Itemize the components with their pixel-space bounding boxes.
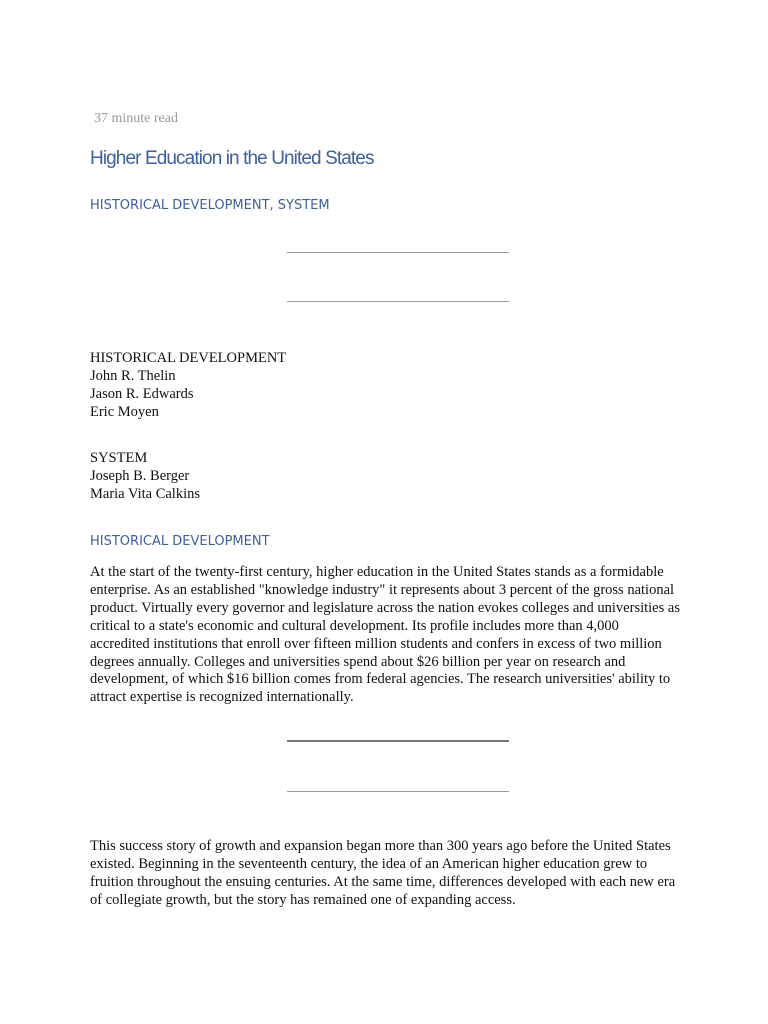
author-name: Eric Moyen (90, 404, 159, 420)
article-subtitle: HISTORICAL DEVELOPMENT, SYSTEM (90, 198, 330, 213)
credits-section-title: SYSTEM (90, 450, 148, 466)
author-name: John R. Thelin (90, 368, 176, 384)
read-time-label: 37 minute read (94, 111, 178, 126)
body-paragraph: At the start of the twenty-first century, higher education in the United States stands as a formidable enterprise. As an established "knowledge industry" it represents about 3 percent of the gross national product. Virtually every governor and legislature across the nation evokes colleges and universities as critical to a state's economic and cultural development. Its profile includes more than 4,000 accredited institutions that enroll over fifteen million students and confers in excess of two million degrees annually. Colleges and universities spend about $26 billion per year on research and development, of which $16 billion comes from federal agencies. The research universities' ability to attract expertise is recognized internationally. (90, 564, 680, 706)
article-title: Higher Education in the United States (90, 148, 374, 169)
divider (287, 252, 509, 253)
divider (287, 301, 509, 302)
credits-block-historical-development (90, 349, 286, 421)
author-name: Jason R. Edwards (90, 386, 194, 402)
divider (287, 791, 509, 792)
credits-section-title: HISTORICAL DEVELOPMENT (90, 350, 287, 366)
divider (287, 740, 509, 742)
credits-block-system (90, 449, 200, 503)
author-name: Joseph B. Berger (90, 468, 190, 484)
body-paragraph: This success story of growth and expansion began more than 300 years ago before the United States existed. Beginning in the seventeenth century, the idea of an American higher education grew to fruition throughout the ensuing centuries. At the same time, differences developed with each new era of collegiate growth, but the story has remained one of expanding access. (90, 838, 676, 908)
section-heading: HISTORICAL DEVELOPMENT (90, 534, 270, 549)
author-name: Maria Vita Calkins (90, 486, 201, 502)
